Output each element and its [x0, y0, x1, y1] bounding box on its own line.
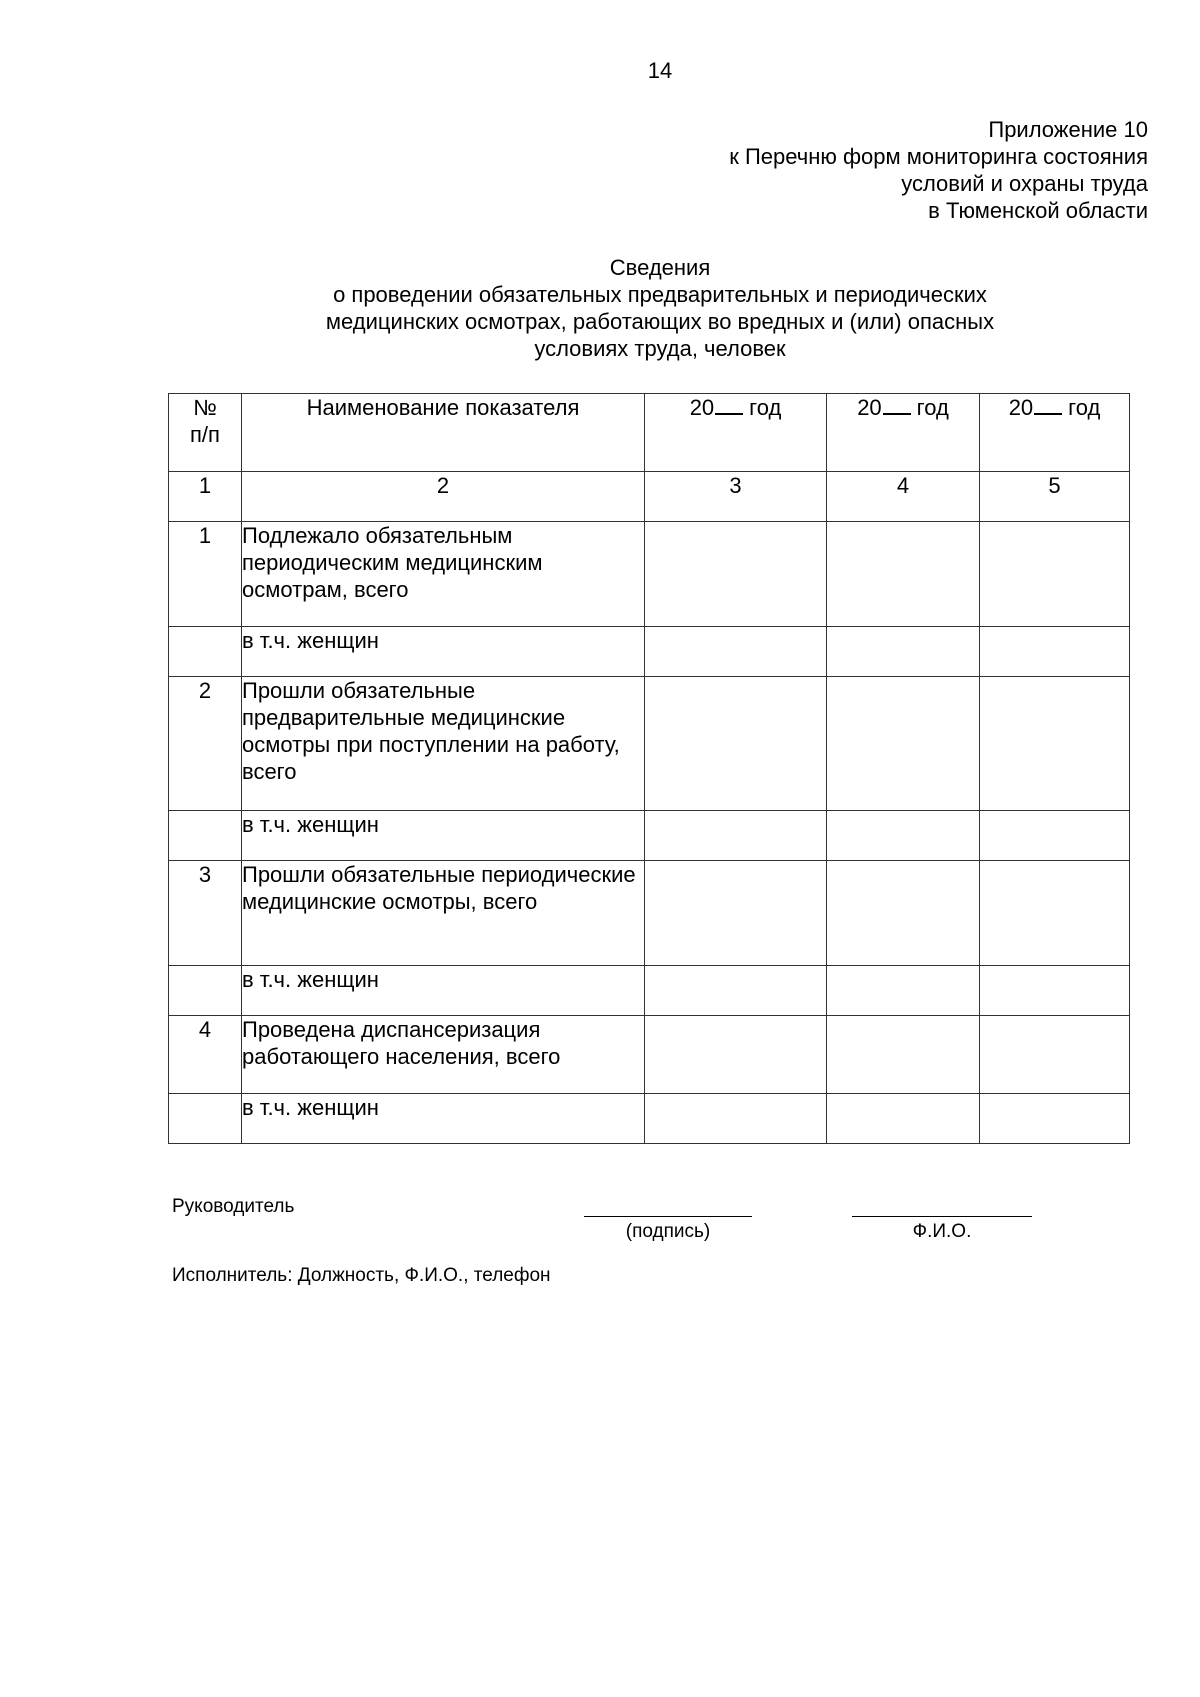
value-cell[interactable]: [980, 677, 1130, 811]
value-cell[interactable]: [980, 861, 1130, 966]
signature-line[interactable]: [584, 1216, 752, 1217]
header-year-cell: [827, 394, 980, 472]
value-cell[interactable]: [827, 522, 980, 627]
value-cell[interactable]: [980, 1016, 1130, 1094]
row-number: [169, 966, 242, 1016]
document-title: Сведения: [609, 255, 711, 280]
row-indicator: в т.ч. женщин: [242, 1094, 645, 1144]
row-number: [169, 811, 242, 861]
value-cell[interactable]: [645, 677, 827, 811]
row-number: 3: [169, 861, 242, 966]
table-row: [169, 677, 1130, 811]
appendix-line: Приложение 10: [988, 117, 1148, 142]
table-row: [169, 861, 1130, 966]
column-index: 2: [242, 472, 645, 522]
document-heading: [240, 254, 1080, 362]
year-blank-line: [883, 395, 911, 415]
row-number: [169, 627, 242, 677]
value-cell[interactable]: [827, 811, 980, 861]
row-indicator: в т.ч. женщин: [242, 811, 645, 861]
document-subtitle: о проведении обязательных предварительных и периодических: [333, 282, 987, 307]
signature-block: [172, 1196, 1072, 1256]
year-blank-line: [1034, 395, 1062, 415]
table-row: [169, 811, 1130, 861]
row-indicator: в т.ч. женщин: [242, 966, 645, 1016]
value-cell[interactable]: [827, 966, 980, 1016]
row-number: 4: [169, 1016, 242, 1094]
table-row: [169, 1016, 1130, 1094]
value-cell[interactable]: [645, 522, 827, 627]
document-subtitle: медицинских осмотрах, работающих во вредных и (или) опасных: [325, 309, 995, 334]
value-cell[interactable]: [645, 861, 827, 966]
appendix-line: условий и охраны труда: [901, 171, 1148, 196]
table-row: [169, 522, 1130, 627]
row-indicator: Проведена диспансеризация работающего населения, всего: [242, 1016, 645, 1094]
value-cell[interactable]: [980, 522, 1130, 627]
header-number-symbol: №: [193, 395, 217, 420]
page-number: 14: [647, 58, 673, 83]
column-index: 1: [169, 472, 242, 522]
value-cell[interactable]: [645, 1016, 827, 1094]
column-index-row: [169, 472, 1130, 522]
executor-info: Исполнитель: Должность, Ф.И.О., телефон: [172, 1265, 551, 1286]
value-cell[interactable]: [645, 811, 827, 861]
value-cell[interactable]: [827, 1094, 980, 1144]
value-cell[interactable]: [827, 677, 980, 811]
value-cell[interactable]: [645, 627, 827, 677]
row-number: [169, 1094, 242, 1144]
table-row: [169, 627, 1130, 677]
table-row: [169, 966, 1130, 1016]
name-caption: Ф.И.О.: [912, 1221, 972, 1242]
name-line[interactable]: [852, 1216, 1032, 1217]
medical-exam-table: [168, 393, 1130, 1144]
value-cell[interactable]: [827, 1016, 980, 1094]
header-number-cell: [169, 394, 242, 472]
table-header-row: [169, 394, 1130, 472]
year-suffix: год: [1068, 395, 1101, 420]
value-cell[interactable]: [827, 627, 980, 677]
appendix-reference: [729, 116, 1148, 224]
header-number-label: п/п: [190, 422, 220, 447]
value-cell[interactable]: [980, 1094, 1130, 1144]
row-indicator: Прошли обязательные периодические медицинские осмотры, всего: [242, 861, 645, 966]
year-prefix: 20: [689, 395, 715, 420]
value-cell[interactable]: [827, 861, 980, 966]
row-number: 2: [169, 677, 242, 811]
header-year-cell: [645, 394, 827, 472]
year-blank-line: [715, 395, 743, 415]
header-year-cell: [980, 394, 1130, 472]
year-suffix: год: [749, 395, 782, 420]
year-suffix: год: [916, 395, 949, 420]
value-cell[interactable]: [980, 966, 1130, 1016]
signature-label: Руководитель: [172, 1196, 295, 1217]
value-cell[interactable]: [980, 627, 1130, 677]
column-index: 3: [645, 472, 827, 522]
document-subtitle: условиях труда, человек: [534, 336, 786, 361]
row-indicator: Прошли обязательные предварительные медицинские осмотры при поступлении на работу, всего: [242, 677, 645, 811]
signature-caption: (подпись): [625, 1221, 711, 1242]
column-index: 5: [980, 472, 1130, 522]
value-cell[interactable]: [980, 811, 1130, 861]
year-prefix: 20: [1008, 395, 1034, 420]
value-cell[interactable]: [645, 1094, 827, 1144]
appendix-line: к Перечню форм мониторинга состояния: [729, 144, 1148, 169]
header-indicator-name: Наименование показателя: [242, 394, 645, 472]
row-indicator: в т.ч. женщин: [242, 627, 645, 677]
value-cell[interactable]: [645, 966, 827, 1016]
year-prefix: 20: [857, 395, 882, 420]
row-indicator: Подлежало обязательным периодическим медицинским осмотрам, всего: [242, 522, 645, 627]
column-index: 4: [827, 472, 980, 522]
row-number: 1: [169, 522, 242, 627]
appendix-line: в Тюменской области: [928, 198, 1148, 223]
table-row: [169, 1094, 1130, 1144]
